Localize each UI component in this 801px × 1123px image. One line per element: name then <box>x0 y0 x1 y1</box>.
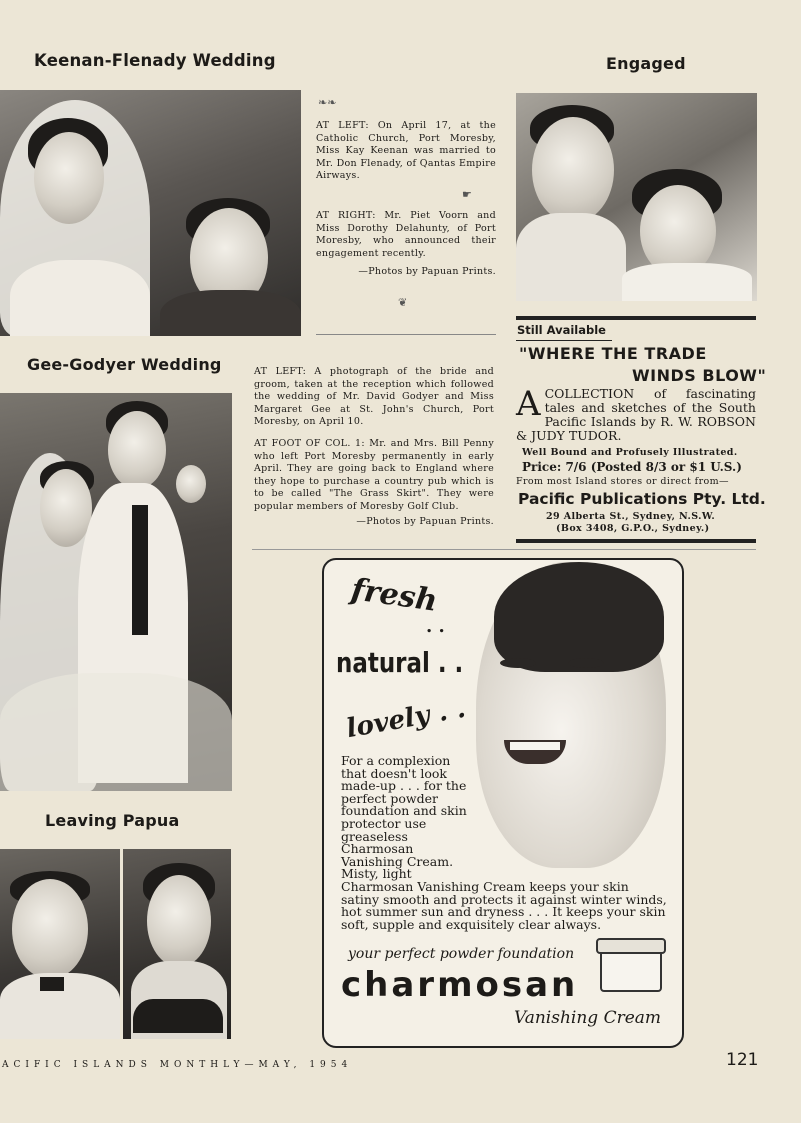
book-ad-publisher: Pacific Publications Pty. Ltd. <box>518 490 766 508</box>
book-ad-top-rule <box>516 316 756 320</box>
decorative-pointer-icon: ☛ <box>462 188 472 201</box>
section-divider <box>252 549 756 550</box>
gee-godyer-heading: Gee-Godyer Wedding <box>27 355 222 374</box>
ad-dots: . . <box>426 616 445 637</box>
ad-text-wrap-spacer <box>469 755 667 871</box>
decorative-flourish-icon: ❧❧ <box>318 96 337 109</box>
leaving-papua-heading: Leaving Papua <box>45 811 180 830</box>
book-ad-title-line2: WINDS BLOW" <box>632 366 767 385</box>
book-ad-title-line1: "WHERE THE TRADE <box>519 344 707 363</box>
column-divider <box>316 334 496 335</box>
book-ad-address1: 29 Alberta St., Sydney, N.S.W. <box>546 511 716 522</box>
book-ad-description <box>516 384 756 443</box>
leaving-papua-caption: AT FOOT OF COL. 1: Mr. and Mrs. Bill Penny who left Port Moresby permanently in early April. They are going back to England where they hope to purchase a country pub which is to be called "The Grass Skirt". They were popular members of Moresby Golf Club. <box>254 438 494 512</box>
ad-tagline: your perfect powder foundation <box>348 946 575 962</box>
page-number: 121 <box>726 1050 759 1070</box>
ad-word-natural: natural . . <box>336 646 464 679</box>
book-ad-binding: Well Bound and Profusely Illustrated. <box>522 447 738 458</box>
magazine-footer: ACIFIC ISLANDS MONTHLY—MAY, 1954 <box>2 1060 353 1070</box>
leaving-photo-credit: —Photos by Papuan Prints. <box>356 516 494 527</box>
book-ad-bottom-rule <box>516 539 756 543</box>
photo-mrs-penny <box>123 849 231 1039</box>
book-ad-underline <box>516 340 612 341</box>
book-ad-stores: From most Island stores or direct from— <box>516 476 729 487</box>
charmosan-brand: charmosan <box>341 965 579 1005</box>
book-ad-price: Price: 7/6 (Posted 8/3 or $1 U.S.) <box>522 460 742 474</box>
keenan-flenady-heading: Keenan-Flenady Wedding <box>34 51 276 70</box>
wedding-photo-keenan-flenady <box>0 90 301 336</box>
book-ad-address2: (Box 3408, G.P.O., Sydney.) <box>556 523 710 534</box>
book-ad-still-available: Still Available <box>517 323 606 337</box>
book-ad-desc-text: COLLECTION of fascinating tales and sketches of the South Pacific Islands by R. W. ROBSON & JUDY TUDOR. <box>516 386 756 443</box>
decorative-leaf-icon: ❦ <box>398 296 408 309</box>
book-ad-dropcap: A <box>516 384 541 424</box>
charmosan-subbrand: Vanishing Cream <box>514 1008 662 1028</box>
ad-word-lovely: lovely . . <box>344 693 468 745</box>
ad-body-text: For a complexion that doesn't look made-up . . . for the perfect powder foundation and skin protector use greaseless Charmosan Vanishing Cream. Misty, light Charmosan Vanishing Cream keeps your skin satiny smooth and protects it against winter winds, hot summer sun and dryness . . . It keeps your skin soft, supple and exquisitely clear always. <box>341 753 667 932</box>
wedding-photo-gee-godyer <box>0 393 232 791</box>
engaged-caption: AT RIGHT: Mr. Piet Voorn and Miss Dorothy Delahunty, of Port Moresby, who announced their engagement recently. <box>316 210 496 259</box>
ad-word-fresh: fresh <box>348 572 440 619</box>
charmosan-ad-body <box>341 755 667 935</box>
photo-mr-penny <box>0 849 120 1039</box>
keenan-flenady-caption: AT LEFT: On April 17, at the Catholic Church, Port Moresby, Miss Kay Keenan was married to Mr. Don Flenady, of Qantas Empire Airways. <box>316 120 496 181</box>
cream-jar-icon <box>592 930 668 990</box>
engaged-photo <box>516 93 757 301</box>
gee-godyer-caption: AT LEFT: A photograph of the bride and groom, taken at the reception which followed the wedding of Mr. David Godyer and Miss Margaret Gee at St. John's Church, Port Moresby, on April 10. <box>254 366 494 427</box>
engaged-heading: Engaged <box>606 54 686 73</box>
engaged-photo-credit: —Photos by Papuan Prints. <box>358 266 496 277</box>
